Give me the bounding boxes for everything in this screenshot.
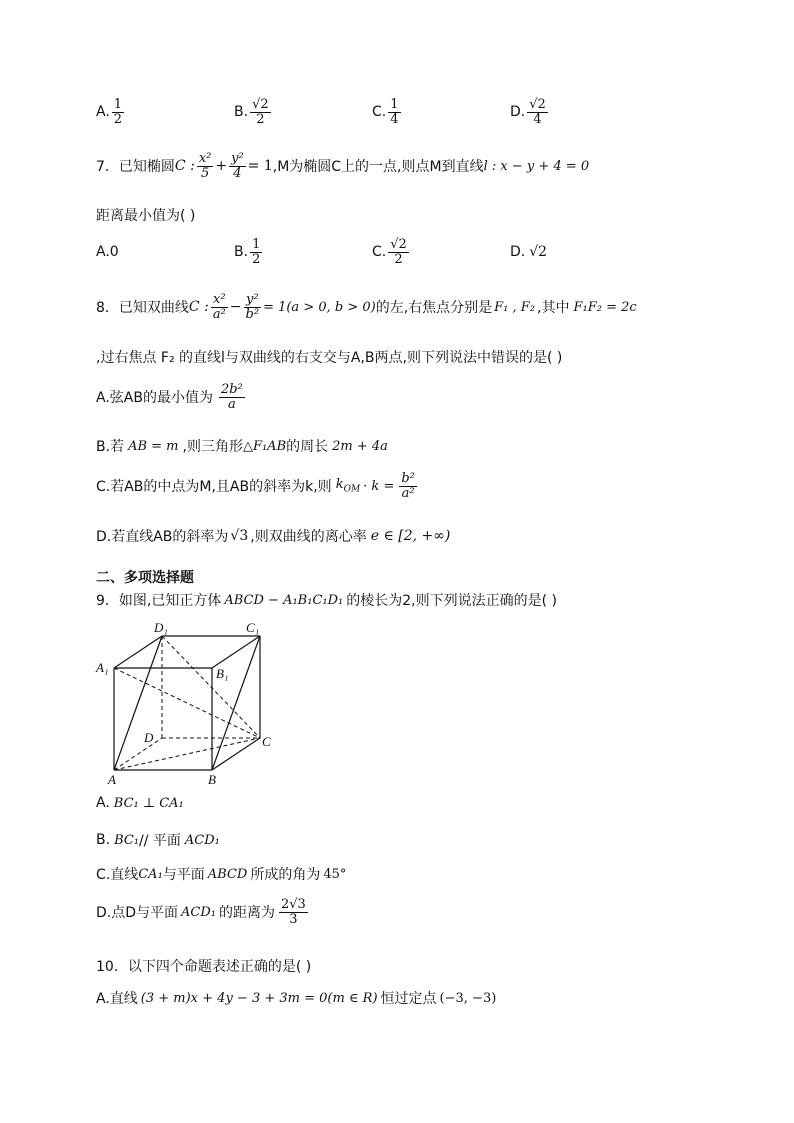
fraction: $\frac{1}{2}$ xyxy=(113,97,123,127)
fraction: $\frac{√2}{2}$ xyxy=(390,237,407,267)
edge-A1-D1 xyxy=(114,636,162,668)
q8-option-c: C.若AB的中点为M,且AB的斜率为k,则 $k_{OM}$ · k = $\frac{\text{b²}}{\text{a²}}$ xyxy=(96,471,415,501)
q8-option-d: D.若直线AB的斜率为 √3 ,则双曲线的离心率 e ∈ [2, +∞) xyxy=(96,528,451,545)
fraction: $\frac{\text{y²}}{4}$ xyxy=(231,151,244,181)
fraction: $\frac{1}{2}$ xyxy=(252,237,261,267)
label-C1: C₁ xyxy=(246,620,260,635)
edge-B-C xyxy=(212,738,260,770)
q9-stem: 9． 如图,已知正方体 ABCD − A₁B₁C₁D₁ 的棱长为2,则下列说法正确的是( ) xyxy=(96,592,557,609)
fraction: $\frac{√2}{2}$ xyxy=(252,97,269,127)
fraction: $\frac{2√3}{3}$ xyxy=(281,897,306,927)
section-title: 二、多项选择题 xyxy=(96,570,194,586)
q8-stem-line2: ,过右焦点 F₂ 的直线l与双曲线的右支交与A,B两点,则下列说法中错误的是( ) xyxy=(96,350,563,366)
q6-options-row xyxy=(96,98,648,126)
q7-option-a: A.0 xyxy=(96,244,119,261)
q6-option-a: A. $\frac{1}{2}$ xyxy=(96,97,123,127)
segment-D1-C xyxy=(162,636,260,738)
q7-stem-line2: 距离最小值为( ) xyxy=(96,208,196,224)
label-D1: D₁ xyxy=(154,620,168,635)
label-A: A xyxy=(108,772,116,787)
label-B1: B₁ xyxy=(216,666,229,681)
segment-B-C1 xyxy=(212,636,260,770)
q7-option-d: D. √2 xyxy=(510,244,548,261)
q7-option-c: C. $\frac{√2}{2}$ xyxy=(372,237,407,267)
fraction: $\frac{\text{y²}}{\text{b²}}$ xyxy=(245,292,260,322)
fraction: $\frac{√2}{4}$ xyxy=(529,97,546,127)
q9-option-a: A. BC₁ ⊥ CA₁ xyxy=(96,795,184,811)
fraction: $\frac{\text{2b²}}{a}$ xyxy=(220,382,243,412)
q7-option-b: B. $\frac{1}{2}$ xyxy=(234,237,261,267)
q6-option-c: C. $\frac{1}{4}$ xyxy=(372,97,399,127)
fraction: $\frac{\text{x²}}{\text{a²}}$ xyxy=(212,292,226,322)
edge-B1-C1 xyxy=(212,636,260,668)
q9-option-b: B. BC₁ // 平面 ACD₁ xyxy=(96,832,220,849)
q8-option-a: A.弦AB的最小值为 $\frac{\text{2b²}}{a}$ xyxy=(96,382,243,412)
q9-option-d: D.点D与平面 ACD₁ 的距离为 $\frac{2√3}{3}$ xyxy=(96,897,306,927)
segment-A-D1 xyxy=(114,636,162,770)
label-A1: A₁ xyxy=(96,660,109,675)
q6-option-d: D. $\frac{√2}{4}$ xyxy=(510,97,546,127)
q10-option-a: A.直线 (3 + m)x + 4y − 3 + 3m = 0(m ∈ R) 恒过定点 (−3, −3) xyxy=(96,990,497,1007)
fraction: $\frac{\text{x²}}{5}$ xyxy=(198,151,212,181)
label-C: C xyxy=(262,734,271,749)
label-D: D xyxy=(144,730,154,745)
q10-stem: 10． 以下四个命题表述正确的是( ) xyxy=(96,959,312,975)
q8-stem: 8． 已知双曲线 C : $\frac{\text{x²}}{\text{a²}}$ − $\frac{\text{y²}}{\text{b²}}$ = 1(a > 0, b > 0) 的左,右焦点分别是 F₁ , F₂ ,其中 F₁F₂ = 2c xyxy=(96,292,637,322)
q7-stem: 7． 已知椭圆 C : $\frac{\text{x²}}{5}$ + $\frac{\text{y²}}{4}$ = 1 ,M为椭圆C上的一点,则点M到直线 l : x − y + 4 = 0 xyxy=(96,151,590,181)
q9-option-c: C.直线 CA₁ 与平面 ABCD 所成的角为 45° xyxy=(96,866,347,883)
q6-option-b: B. $\frac{√2}{2}$ xyxy=(234,97,269,127)
q7-options-row xyxy=(96,238,648,266)
fraction: $\frac{1}{4}$ xyxy=(390,97,399,127)
segment-A1-C xyxy=(114,668,260,738)
fraction: $\frac{\text{b²}}{\text{a²}}$ xyxy=(401,471,415,501)
q8-option-b: B.若 AB = m ,则三角形 △F₁AB 的周长 2m + 4a xyxy=(96,438,388,455)
label-B: B xyxy=(208,772,216,787)
segment-A-C xyxy=(114,738,260,770)
cube-figure xyxy=(92,620,292,790)
